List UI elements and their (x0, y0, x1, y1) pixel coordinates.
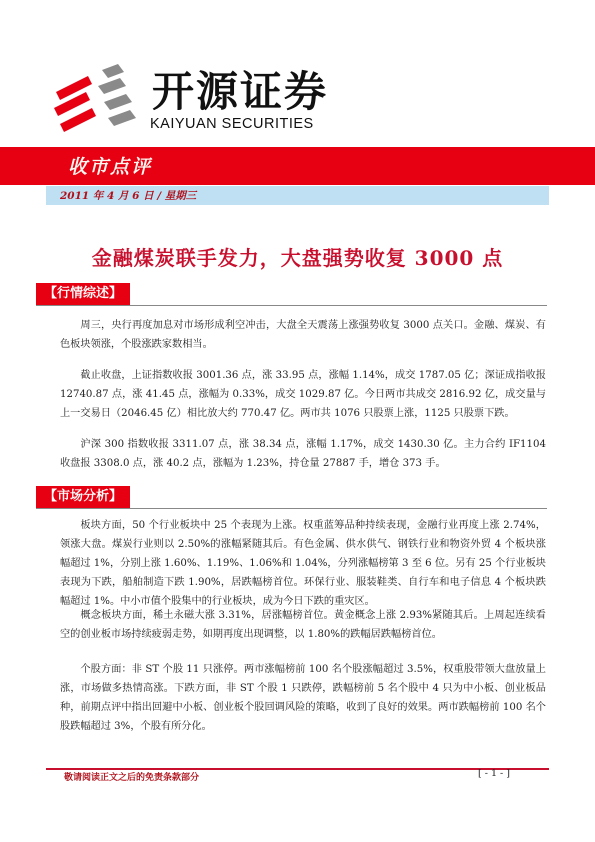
report-date: 2011 年 4 月 6 日 / 星期三 (60, 190, 197, 202)
report-category: 收市点评 (68, 156, 153, 178)
section-divider (36, 305, 547, 306)
paragraph: 周三，央行再度加息对市场形成利空冲击，大盘全天震荡上涨强势收复 3000 点关口。金融、煤炭、有色板块领涨，个股涨跌家数相当。 (60, 320, 546, 350)
paragraph: 概念板块方面，稀土永磁大涨 3.31%，居涨幅榜首位。黄金概念上涨 2.93%紧随其后。上周起连续看空的创业板市场持续疲弱走势，如期再度出现调整，以 1.80%的跌幅居跌幅榜首位。 (60, 610, 546, 640)
paragraph: 截止收盘，上证指数收报 3001.36 点，涨 33.95 点，涨幅 1.14%，成交 1787.05 亿；深证成指收报 12740.87 点，涨 41.45 点，涨幅为 0.33%，成交 1029.87 亿。今日两市共成交 2816.92 亿，成交量与上一交易日（2046.45 亿）相比放大约 770.47 亿。两市共 1076 只股票上涨，1125 只股票下跌。 (60, 370, 546, 419)
disclaimer-notice: 敬请阅读正文之后的免责条款部分 (64, 773, 200, 783)
brand-name-en: KAIYUAN SECURITIES (150, 116, 314, 132)
section-divider (36, 508, 547, 509)
brand-logo (46, 62, 366, 142)
paragraph: 板块方面，50 个行业板块中 25 个表现为上涨。权重蓝筹品种持续表现，金融行业再度上涨 2.74%，领涨大盘。煤炭行业则以 2.50%的涨幅紧随其后。有色金属、供水供气、钢铁行业和物资外贸 4 个板块涨幅超过 1%，分别上涨 1.60%、1.19%、1.06%和 1.04%，分列涨幅榜第 3 至 6 位。另有 25 个行业板块表现为下跌，船舶制造下跌 1.90%，居跌幅榜首位。环保行业、服装鞋类、自行车和电子信息 4 个板块跌幅超过 1%。中小市值个股集中的行业板块，成为今日下跌的重灾区。 (60, 520, 546, 607)
paragraph: 个股方面：非 ST 个股 11 只涨停。两市涨幅榜前 100 名个股涨幅超过 3.5%，权重股带领大盘放量上涨，市场做多热情高涨。下跌方面，非 ST 个股 1 只跌停，跌幅榜前 5 名个股中 4 只为中小板、创业板品种，前期点评中指出回避中小板、创业板个股回调风险的策略，收到了良好的效果。两市跌幅榜前 100 名个股跌幅超过 3%，个股有所分化。 (60, 664, 546, 732)
section-heading-market-analysis: 【市场分析】 (36, 486, 130, 508)
paragraph: 沪深 300 指数收报 3311.07 点，涨 38.34 点，涨幅 1.17%，成交 1430.30 亿。主力合约 IF1104 收盘报 3308.0 点，涨 40.2 点，涨幅为 1.23%，持仓量 27887 手，增仓 373 手。 (60, 439, 546, 469)
brand-name-cn: 开源证券 (152, 67, 329, 116)
report-headline: 金融煤炭联手发力，大盘强势收复 3000 点 (91, 246, 504, 270)
section-heading-market-overview: 【行情综述】 (36, 283, 130, 305)
kaiyuan-logo-icon (46, 62, 146, 138)
page-number: [ - 1 - ] (478, 768, 510, 779)
